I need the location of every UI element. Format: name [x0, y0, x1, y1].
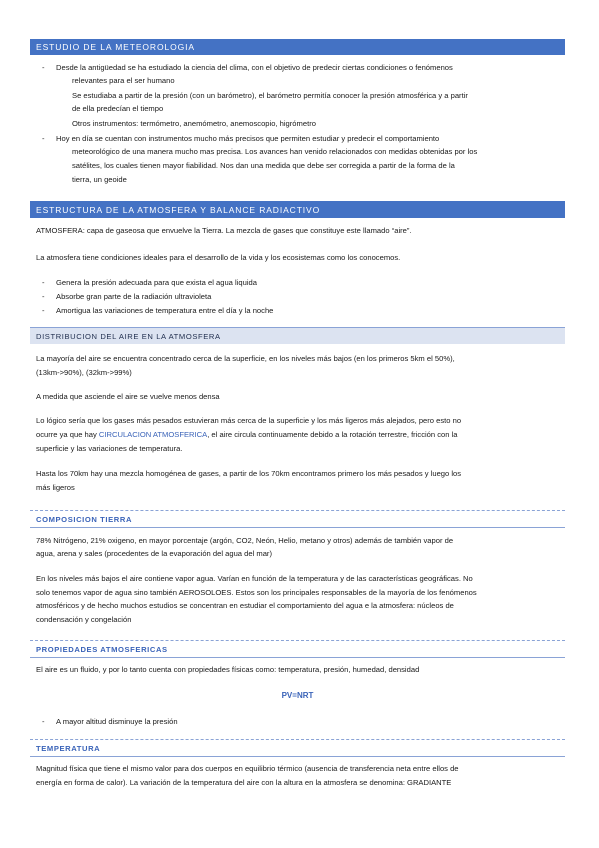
paragraph-line: Magnitud física que tiene el mismo valor para dos cuerpos en equilibrio térmico (ausencia de transferencia neta entre ellos de	[36, 764, 459, 773]
bullet-dash: -	[42, 134, 45, 143]
section-heading-meteorologia: ESTUDIO DE LA METEOROLOGIA	[30, 39, 565, 55]
paragraph-line: superficie y las variaciones de temperatura.	[36, 444, 183, 453]
paragraph-line: 78% Nitrógeno, 21% oxigeno, en mayor porcentaje (argón, CO2, Neón, Helio, metano y otros) además de también vapor de	[36, 536, 454, 545]
paragraph-line: satélites, los cuales tienen mayor fiabilidad. Nos dan una medida que debe ser corregida a partir de la forma de la	[72, 161, 455, 170]
paragraph-line: relevantes para el ser humano	[72, 76, 175, 85]
list-item-text: Amortigua las variaciones de temperatura entre el día y la noche	[56, 306, 274, 315]
paragraph-line: más ligeros	[36, 483, 75, 492]
list-item	[42, 62, 556, 75]
list-item-text: A mayor altitud disminuye la presión	[56, 717, 178, 726]
subsection-heading-propiedades: PROPIEDADES ATMOSFERICAS	[30, 640, 565, 658]
paragraph-line: Lo lógico sería que los gases más pesados estuvieran más cerca de la superficie y los más ligeros más alejados, pero esto no	[36, 416, 462, 425]
paragraph-line: Se estudiaba a partir de la presión (con un barómetro), el barómetro permitía conocer la presión atmosférica y a partir	[72, 91, 468, 100]
list-item	[42, 133, 556, 146]
bullet-dash: -	[42, 717, 45, 726]
paragraph-line: agua, arena y sales (procedentes de la evaporación del agua del mar)	[36, 549, 272, 558]
paragraph-line: En los niveles más bajos el aire contiene vapor agua. Varían en función de la temperatura y de las características geográficas. No	[36, 574, 473, 583]
bullet-dash: -	[42, 278, 45, 287]
subsection-heading-temperatura: TEMPERATURA	[30, 739, 565, 757]
list-item	[42, 277, 556, 290]
section-heading-atmosfera: ESTRUCTURA DE LA ATMOSFERA Y BALANCE RADIACTIVO	[30, 201, 565, 218]
highlight-term: CIRCULACION ATMOSFERICA	[98, 430, 208, 439]
paragraph-line: Hasta los 70km hay una mezcla homogénea de gases, a partir de los 70km encontramos primero los más pesados y luego los	[36, 469, 462, 478]
list-item-text: Hoy en día se cuentan con instrumentos mucho más precisos que permiten estudiar y predecir el comportamiento	[56, 134, 440, 143]
paragraph-line: Otros instrumentos: termómetro, anemómetro, anemoscopio, higrómetro	[72, 119, 316, 128]
text-run: ocurre ya que hay	[36, 430, 99, 439]
list-item	[42, 716, 556, 729]
subsection-heading-composicion: COMPOSICION TIERRA	[30, 510, 565, 528]
paragraph-line	[36, 429, 561, 442]
paragraph-line: (13km->90%), (32km->99%)	[36, 368, 132, 377]
list-item	[42, 305, 556, 318]
bullet-dash: -	[42, 306, 45, 315]
subsection-heading-distribucion: DISTRIBUCION DEL AIRE EN LA ATMOSFERA	[30, 327, 565, 344]
list-item-text: Desde la antigüedad se ha estudiado la ciencia del clima, con el objetivo de predecir ciertas condiciones o fenómenos	[56, 63, 453, 72]
paragraph: La atmosfera tiene condiciones ideales para el desarrollo de la vida y los ecosistemas como los conocemos.	[36, 253, 401, 262]
paragraph-line: condensación y congelación	[36, 615, 132, 624]
paragraph: ATMOSFERA: capa de gaseosa que envuelve la Tierra. La mezcla de gases que constituye este llamado “aire”.	[36, 226, 412, 235]
formula: PV=NRT	[281, 691, 314, 700]
list-item	[42, 291, 556, 304]
paragraph-line: La mayoría del aire se encuentra concentrado cerca de la superficie, en los niveles más bajos (en los primeros 5km el 50%),	[36, 354, 455, 363]
list-item-text: Absorbe gran parte de la radiación ultravioleta	[56, 292, 212, 301]
paragraph-line: atmosféricos y de hecho muchos estudios se concentran en estudiar el comportamiento del agua e la atmosfera: núcleos de	[36, 601, 454, 610]
paragraph-line: energía en forma de calor). La variación de la temperatura del aire con la altura en la atmosfera se denomina: GRADIANTE	[36, 778, 452, 787]
paragraph-line: meteorológico de una manera mucho mas precisa. Los avances han venido relacionados con medidas obtenidas por los	[72, 147, 478, 156]
paragraph-line: de ella predecían el tiempo	[72, 104, 164, 113]
list-item-text: Genera la presión adecuada para que exista el agua liquida	[56, 278, 257, 287]
paragraph-line: tierra, un geoide	[72, 175, 127, 184]
paragraph: El aire es un fluido, y por lo tanto cuenta con propiedades físicas como: temperatura, presión, humedad, densidad	[36, 665, 420, 674]
text-run: , el aire circula continuamente debido a la rotación terrestre, fricción con la	[207, 430, 458, 439]
bullet-dash: -	[42, 63, 45, 72]
paragraph: A medida que asciende el aire se vuelve menos densa	[36, 392, 220, 401]
bullet-dash: -	[42, 292, 45, 301]
paragraph-line: solo tenemos vapor de agua sino también AEROSOLOES. Estos son los principales responsables de la mayoría de los fenómenos	[36, 588, 477, 597]
